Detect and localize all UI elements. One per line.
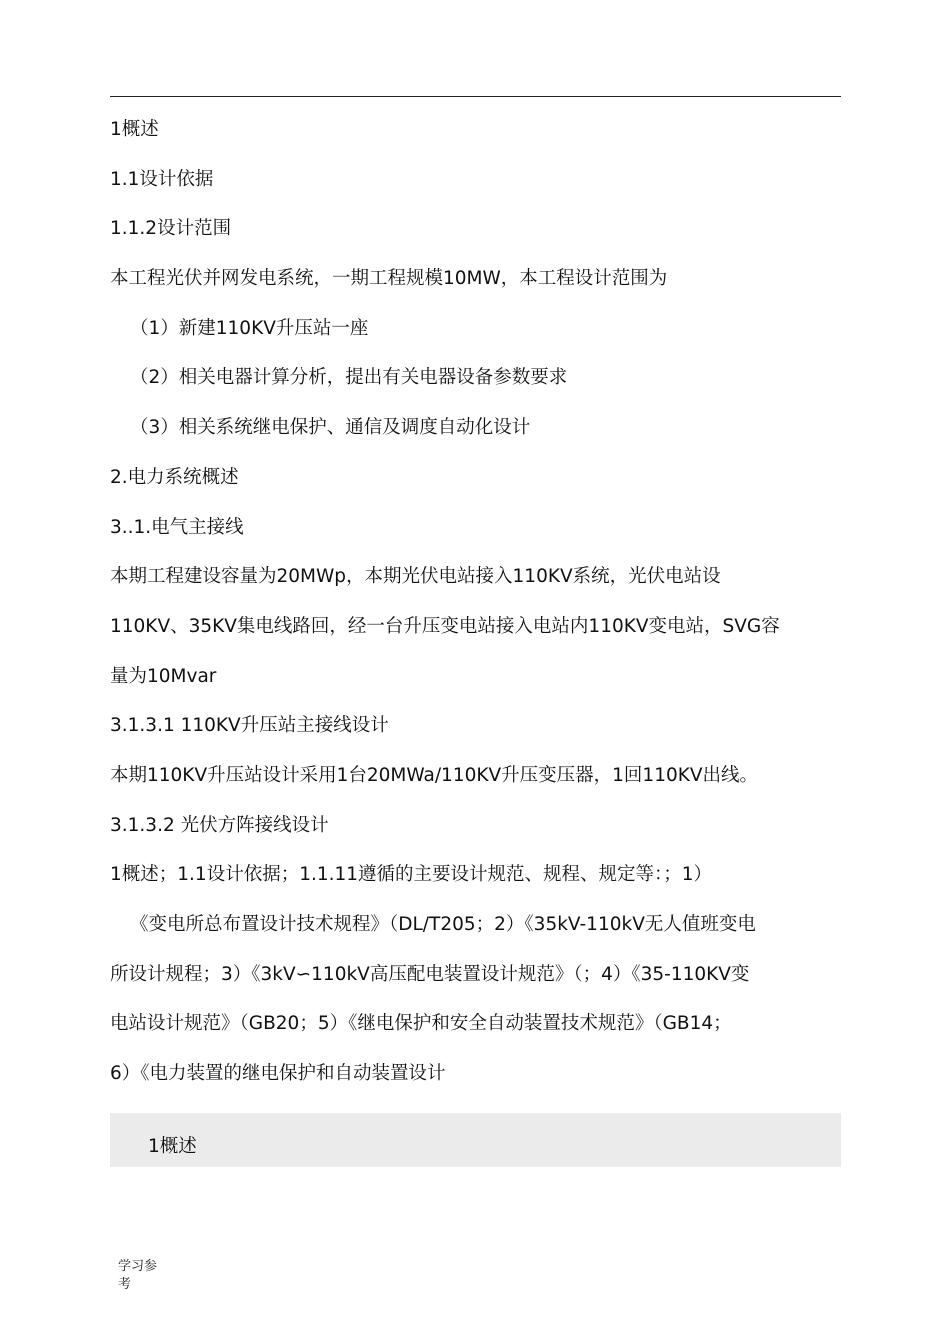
paragraph-scope-intro: 本工程光伏并网发电系统，一期工程规模10MW，本工程设计范围为 [110,268,668,290]
paragraph-standards-line3: 所设计规程；3）《3kV∽110kV高压配电装置设计规范》（；4）《35-110KV变 [110,963,750,985]
paragraph-standards-line4: 电站设计规范》（GB20；5）《继电保护和安全自动装置技术规范》（GB14； [110,1013,732,1035]
heading-overview: 1概述 [110,119,159,140]
document-body [110,105,841,1099]
heading-pv-array-wiring: 3.1.3.2 光伏方阵接线设计 [110,814,329,836]
heading-main-wiring: 3..1.电气主接线 [110,516,244,538]
paragraph-standards-line1: 1概述；1.1设计依据；1.1.11遵循的主要设计规范、规程、规定等：；1） [110,864,713,886]
heading-design-scope: 1.1.2设计范围 [110,218,232,240]
heading-substation-wiring: 3.1.3.1 110KV升压站主接线设计 [110,715,389,737]
box-title: 1概述 [148,1136,197,1157]
paragraph-standards-line5: 6）《电力装置的继电保护和自动装置设计 [110,1063,446,1085]
heading-power-system: 2.电力系统概述 [110,466,239,488]
shaded-section-box [110,1113,841,1167]
page-footer: 学习参考 [118,1259,158,1292]
paragraph-substation: 本期110KV升压站设计采用1台20MWa/110KV升压变压器，1回110KV出线。 [110,764,759,786]
paragraph-capacity-line1: 本期工程建设容量为20MWp，本期光伏电站接入110KV系统，光伏电站设 [110,566,721,588]
list-item-scope-1: （1）新建110KV升压站一座 [130,317,369,339]
paragraph-capacity-line3: 量为10Mvar [110,665,217,687]
paragraph-capacity-line2: 110KV、35KV集电线路回，经一台升压变电站接入电站内110KV变电站，SVG容 [110,615,780,637]
list-item-scope-3: （3）相关系统继电保护、通信及调度自动化设计 [130,417,531,439]
paragraph-standards-line2: 《变电所总布置设计技术规程》（DL/T205；2）《35kV-110kV无人值班变电 [130,914,756,935]
heading-design-basis: 1.1设计依据 [110,168,214,190]
header-rule [110,96,841,97]
list-item-scope-2: （2）相关电器计算分析，提出有关电器设备参数要求 [130,367,568,389]
